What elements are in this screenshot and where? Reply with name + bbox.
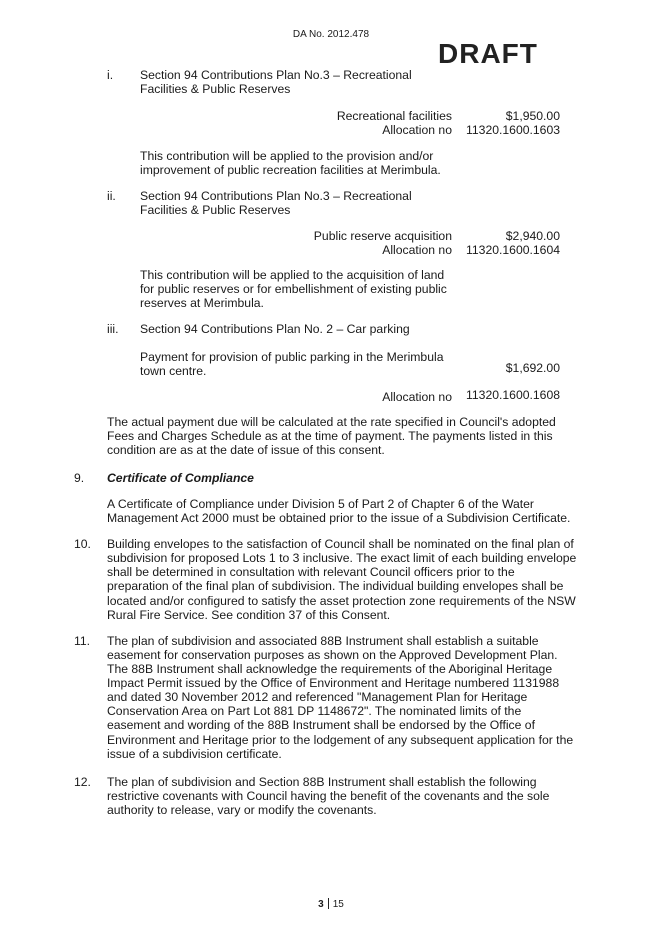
allocation-label: Allocation no xyxy=(382,123,452,137)
allocation-number: 11320.1600.1604 xyxy=(466,243,560,257)
contribution-title: Section 94 Contributions Plan No. 2 – Car parking xyxy=(140,322,410,336)
condition-text: The plan of subdivision and Section 88B Instrument shall establish the following xyxy=(107,775,537,789)
payment-description: Payment for provision of public parking in the Merimbula xyxy=(140,350,444,364)
contribution-note: improvement of public recreation facilities at Merimbula. xyxy=(140,163,441,177)
contribution-numeral: i. xyxy=(107,68,114,82)
condition-text: Building envelopes to the satisfaction of Council shall be nominated on the final plan of xyxy=(107,537,574,551)
contribution-note: This contribution will be applied to the acquisition of land xyxy=(140,268,445,282)
condition-text: subdivision for proposed Lots 1 to 3 inclusive. The exact limit of each building envelope xyxy=(107,551,577,565)
contribution-item-label: Public reserve acquisition xyxy=(313,229,452,243)
contribution-title: Section 94 Contributions Plan No.3 – Recreational xyxy=(140,189,412,203)
contribution-item-label: Recreational facilities xyxy=(336,109,452,123)
payment-note: condition are as at the date of issue of this consent. xyxy=(107,443,385,457)
page-total: 15 xyxy=(332,899,344,910)
condition-text: The plan of subdivision and associated 88B Instrument shall establish a suitable xyxy=(107,634,539,648)
page-separator xyxy=(328,898,329,909)
condition-heading: Certificate of Compliance xyxy=(107,471,254,485)
contribution-note: for public reserves or for embellishment of existing public xyxy=(140,282,447,296)
allocation-number: 11320.1600.1603 xyxy=(466,123,560,137)
condition-text: shall be determined in consultation with relevant Council officers prior to the xyxy=(107,565,515,579)
contribution-numeral: ii. xyxy=(107,189,116,203)
condition-number: 11. xyxy=(74,634,91,648)
condition-text: restrictive covenants with Council having the benefit of the covenants and the sole xyxy=(107,789,550,803)
contribution-title: Facilities & Public Reserves xyxy=(140,82,291,96)
condition-text: The 88B Instrument shall acknowledge the requirements of the Aboriginal Heritage xyxy=(107,662,553,676)
contribution-title: Section 94 Contributions Plan No.3 – Recreational xyxy=(140,68,412,82)
contribution-note: reserves at Merimbula. xyxy=(140,296,264,310)
condition-text: preparation of the final plan of subdivision. The individual building envelopes shall be xyxy=(107,579,564,593)
payment-description: town centre. xyxy=(140,364,207,378)
condition-text: located and/or configured to satisfy the asset protection zone requirements of the NSW xyxy=(107,594,576,608)
condition-text: Impact Permit issued by the Office of Environment and Heritage numbered 1131988 xyxy=(107,676,560,690)
page-footer xyxy=(0,898,662,911)
condition-text: issue of a subdivision certificate. xyxy=(107,747,282,761)
condition-text: easement for conservation purposes as shown on the Approved Development Plan. xyxy=(107,648,558,662)
contribution-title: Facilities & Public Reserves xyxy=(140,203,291,217)
condition-number: 12. xyxy=(74,775,91,789)
allocation-label: Allocation no xyxy=(382,390,452,404)
contribution-amount: $1,692.00 xyxy=(505,361,560,375)
condition-number: 10. xyxy=(74,537,91,551)
contribution-amount: $1,950.00 xyxy=(505,109,560,123)
condition-text: Rural Fire Service. See condition 37 of this Consent. xyxy=(107,608,391,622)
allocation-label: Allocation no xyxy=(382,243,452,257)
payment-note: The actual payment due will be calculated at the rate specified in Council's adopted xyxy=(107,415,556,429)
da-number: DA No. 2012.478 xyxy=(292,29,370,40)
condition-text: Management Act 2000 must be obtained prior to the issue of a Subdivision Certificate. xyxy=(107,511,571,525)
page-number: 3 xyxy=(318,899,324,910)
draft-watermark: DRAFT xyxy=(438,38,538,69)
condition-text: and dated 30 November 2012 and referenced "Management Plan for Heritage xyxy=(107,690,528,704)
condition-text: Environment and Heritage prior to the lodgement of any subsequent application for the xyxy=(107,733,574,747)
contribution-amount: $2,940.00 xyxy=(505,229,560,243)
allocation-number: 11320.1600.1608 xyxy=(466,388,560,402)
condition-number: 9. xyxy=(74,471,85,485)
condition-text: authority to release, vary or modify the covenants. xyxy=(107,803,377,817)
condition-text: A Certificate of Compliance under Division 5 of Part 2 of Chapter 6 of the Water xyxy=(107,497,534,511)
condition-text: easement and wording of the 88B Instrument shall be endorsed by the Office of xyxy=(107,718,535,732)
payment-note: Fees and Charges Schedule as at the time of payment. The payments listed in this xyxy=(107,429,553,443)
contribution-numeral: iii. xyxy=(107,322,119,336)
condition-text: Conservation Area on Part Lot 881 DP 1148672". The nominated limits of the xyxy=(107,704,522,718)
contribution-note: This contribution will be applied to the provision and/or xyxy=(140,149,434,163)
